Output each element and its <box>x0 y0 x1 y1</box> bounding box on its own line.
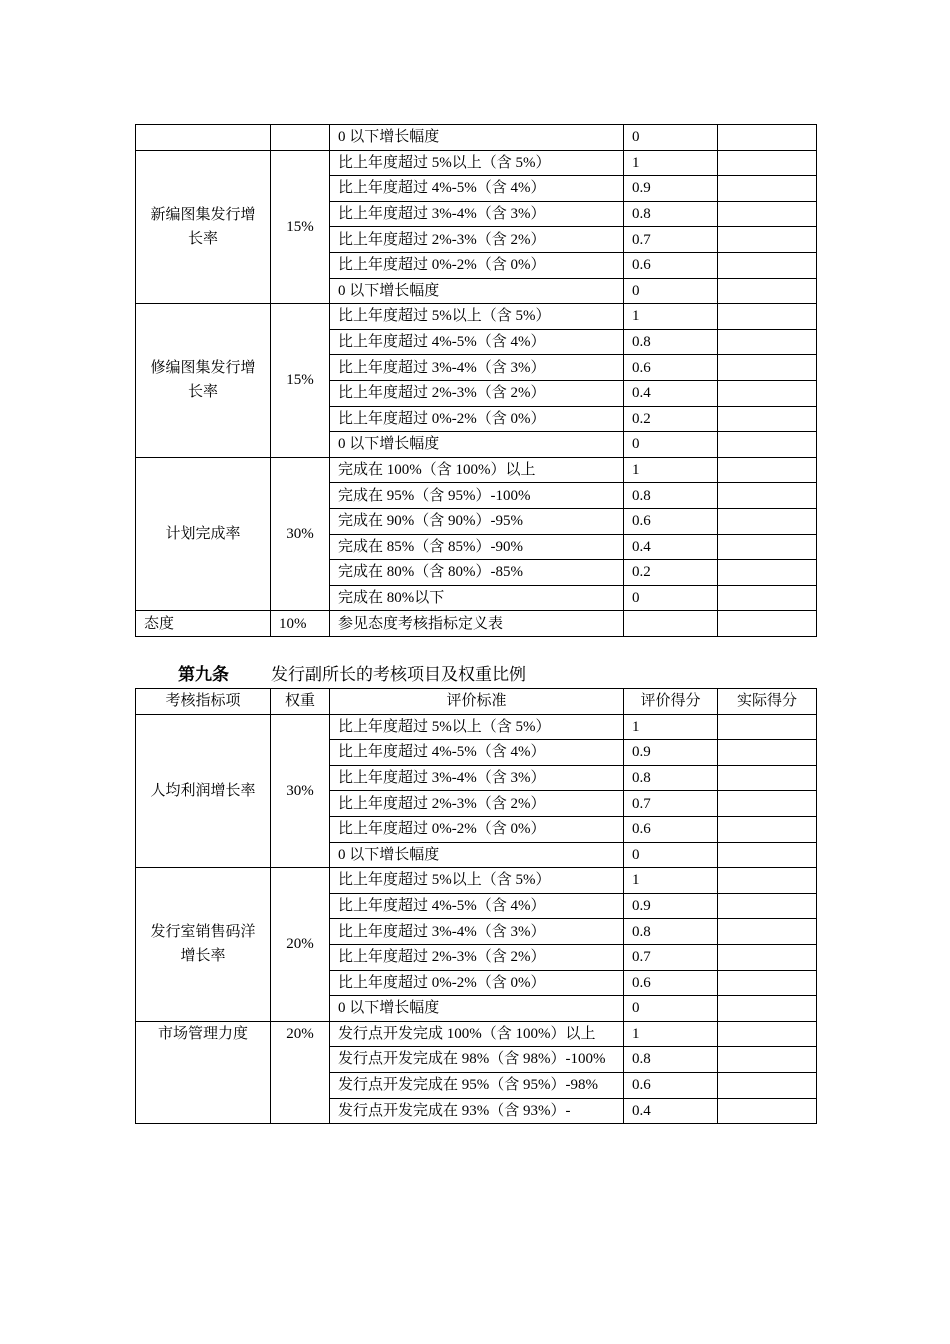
criterion-cell: 完成在 100%（含 100%）以上 <box>330 457 624 483</box>
actual-score-cell <box>718 534 817 560</box>
weight-cell: 15% <box>271 150 330 304</box>
actual-score-cell <box>718 585 817 611</box>
section-heading <box>178 663 526 687</box>
weight-cell <box>271 125 330 151</box>
weight-cell: 30% <box>271 714 330 868</box>
indicator-cell: 新编图集发行增长率 <box>136 150 271 304</box>
score-cell: 0.2 <box>624 406 718 432</box>
indicator-cell: 市场管理力度 <box>136 1021 271 1123</box>
score-cell <box>624 611 718 637</box>
actual-score-cell <box>718 278 817 304</box>
actual-score-cell <box>718 714 817 740</box>
criterion-cell: 0 以下增长幅度 <box>330 278 624 304</box>
criterion-cell: 比上年度超过 2%-3%（含 2%） <box>330 227 624 253</box>
table-row <box>136 150 817 176</box>
criterion-cell: 发行点开发完成在 95%（含 95%）-98% <box>330 1072 624 1098</box>
actual-score-cell <box>718 740 817 766</box>
actual-score-cell <box>718 150 817 176</box>
actual-score-cell <box>718 996 817 1022</box>
table-header-row <box>136 689 817 715</box>
weight-cell: 20% <box>271 1021 330 1123</box>
score-cell: 0.6 <box>624 252 718 278</box>
weight-cell: 15% <box>271 304 330 458</box>
actual-score-cell <box>718 176 817 202</box>
indicator-cell: 发行室销售码洋增长率 <box>136 868 271 1022</box>
actual-score-cell <box>718 201 817 227</box>
score-cell: 0.6 <box>624 970 718 996</box>
actual-score-cell <box>718 457 817 483</box>
criterion-cell: 比上年度超过 3%-4%（含 3%） <box>330 919 624 945</box>
weight-cell: 20% <box>271 868 330 1022</box>
actual-score-cell <box>718 432 817 458</box>
actual-score-cell <box>718 1047 817 1073</box>
actual-score-cell <box>718 893 817 919</box>
score-cell: 1 <box>624 304 718 330</box>
actual-score-cell <box>718 227 817 253</box>
score-cell: 0.9 <box>624 176 718 202</box>
actual-score-cell <box>718 842 817 868</box>
criterion-cell: 完成在 80%（含 80%）-85% <box>330 560 624 586</box>
criterion-cell: 比上年度超过 4%-5%（含 4%） <box>330 329 624 355</box>
actual-score-cell <box>718 611 817 637</box>
weight-cell: 10% <box>271 611 330 637</box>
criterion-cell: 发行点开发完成在 98%（含 98%）-100% <box>330 1047 624 1073</box>
indicator-cell: 计划完成率 <box>136 457 271 611</box>
criterion-cell: 发行点开发完成 100%（含 100%）以上 <box>330 1021 624 1047</box>
score-cell: 1 <box>624 1021 718 1047</box>
section-number: 第九条 <box>178 665 229 684</box>
table-row <box>136 611 817 637</box>
actual-score-cell <box>718 125 817 151</box>
score-cell: 0.8 <box>624 483 718 509</box>
indicator-cell: 人均利润增长率 <box>136 714 271 868</box>
score-cell: 0.9 <box>624 740 718 766</box>
score-cell: 0.4 <box>624 380 718 406</box>
score-cell: 0 <box>624 432 718 458</box>
score-cell: 0.7 <box>624 227 718 253</box>
score-cell: 0 <box>624 278 718 304</box>
score-cell: 0.8 <box>624 201 718 227</box>
criterion-cell: 完成在 95%（含 95%）-100% <box>330 483 624 509</box>
score-cell: 1 <box>624 714 718 740</box>
table-row <box>136 714 817 740</box>
table-row <box>136 125 817 151</box>
score-cell: 0.4 <box>624 534 718 560</box>
criterion-cell: 比上年度超过 2%-3%（含 2%） <box>330 791 624 817</box>
indicator-cell <box>136 125 271 151</box>
score-cell: 1 <box>624 457 718 483</box>
actual-score-cell <box>718 1098 817 1124</box>
actual-score-cell <box>718 1072 817 1098</box>
criterion-cell: 0 以下增长幅度 <box>330 842 624 868</box>
score-cell: 0 <box>624 996 718 1022</box>
criterion-cell: 比上年度超过 5%以上（含 5%） <box>330 150 624 176</box>
score-cell: 0.8 <box>624 329 718 355</box>
score-cell: 1 <box>624 868 718 894</box>
criterion-cell: 0 以下增长幅度 <box>330 125 624 151</box>
score-cell: 0 <box>624 842 718 868</box>
score-cell: 0.8 <box>624 765 718 791</box>
weight-cell: 30% <box>271 457 330 611</box>
criterion-cell: 0 以下增长幅度 <box>330 996 624 1022</box>
criterion-cell: 比上年度超过 3%-4%（含 3%） <box>330 355 624 381</box>
header-score: 评价得分 <box>624 689 718 715</box>
indicator-cell: 态度 <box>136 611 271 637</box>
table-row <box>136 868 817 894</box>
criterion-cell: 比上年度超过 3%-4%（含 3%） <box>330 201 624 227</box>
actual-score-cell <box>718 919 817 945</box>
criterion-cell: 0 以下增长幅度 <box>330 432 624 458</box>
header-criterion: 评价标准 <box>330 689 624 715</box>
criterion-cell: 比上年度超过 5%以上（含 5%） <box>330 304 624 330</box>
actual-score-cell <box>718 380 817 406</box>
score-cell: 0.4 <box>624 1098 718 1124</box>
criterion-cell: 比上年度超过 2%-3%（含 2%） <box>330 944 624 970</box>
score-cell: 0.2 <box>624 560 718 586</box>
table-row <box>136 304 817 330</box>
score-cell: 0.8 <box>624 1047 718 1073</box>
actual-score-cell <box>718 791 817 817</box>
header-actual-score: 实际得分 <box>718 689 817 715</box>
criterion-cell: 比上年度超过 4%-5%（含 4%） <box>330 893 624 919</box>
actual-score-cell <box>718 765 817 791</box>
actual-score-cell <box>718 508 817 534</box>
score-cell: 0 <box>624 585 718 611</box>
actual-score-cell <box>718 355 817 381</box>
actual-score-cell <box>718 1021 817 1047</box>
deputy-director-assessment-table <box>135 688 817 1124</box>
criterion-cell: 比上年度超过 4%-5%（含 4%） <box>330 740 624 766</box>
criterion-cell: 比上年度超过 2%-3%（含 2%） <box>330 380 624 406</box>
score-cell: 0.6 <box>624 355 718 381</box>
criterion-cell: 比上年度超过 0%-2%（含 0%） <box>330 970 624 996</box>
score-cell: 0.7 <box>624 791 718 817</box>
criterion-cell: 比上年度超过 3%-4%（含 3%） <box>330 765 624 791</box>
actual-score-cell <box>718 304 817 330</box>
table-row <box>136 457 817 483</box>
actual-score-cell <box>718 560 817 586</box>
criterion-cell: 完成在 80%以下 <box>330 585 624 611</box>
actual-score-cell <box>718 329 817 355</box>
criterion-cell: 发行点开发完成在 93%（含 93%）- <box>330 1098 624 1124</box>
score-cell: 0 <box>624 125 718 151</box>
actual-score-cell <box>718 970 817 996</box>
actual-score-cell <box>718 816 817 842</box>
criterion-cell: 完成在 90%（含 90%）-95% <box>330 508 624 534</box>
indicator-cell: 修编图集发行增长率 <box>136 304 271 458</box>
criterion-cell: 比上年度超过 5%以上（含 5%） <box>330 714 624 740</box>
score-cell: 0.6 <box>624 508 718 534</box>
score-cell: 0.7 <box>624 944 718 970</box>
criterion-cell: 比上年度超过 0%-2%（含 0%） <box>330 252 624 278</box>
score-cell: 0.9 <box>624 893 718 919</box>
actual-score-cell <box>718 406 817 432</box>
criterion-cell: 比上年度超过 0%-2%（含 0%） <box>330 816 624 842</box>
criterion-cell: 完成在 85%（含 85%）-90% <box>330 534 624 560</box>
score-cell: 1 <box>624 150 718 176</box>
section-title: 发行副所长的考核项目及权重比例 <box>271 665 526 684</box>
criterion-cell: 比上年度超过 0%-2%（含 0%） <box>330 406 624 432</box>
actual-score-cell <box>718 483 817 509</box>
actual-score-cell <box>718 944 817 970</box>
actual-score-cell <box>718 252 817 278</box>
score-cell: 0.6 <box>624 816 718 842</box>
criterion-cell: 比上年度超过 4%-5%（含 4%） <box>330 176 624 202</box>
score-cell: 0.8 <box>624 919 718 945</box>
header-weight: 权重 <box>271 689 330 715</box>
header-indicator: 考核指标项 <box>136 689 271 715</box>
criterion-cell: 参见态度考核指标定义表 <box>330 611 624 637</box>
actual-score-cell <box>718 868 817 894</box>
criterion-cell: 比上年度超过 5%以上（含 5%） <box>330 868 624 894</box>
score-cell: 0.6 <box>624 1072 718 1098</box>
table-row <box>136 1021 817 1047</box>
assessment-table-continued <box>135 124 817 637</box>
